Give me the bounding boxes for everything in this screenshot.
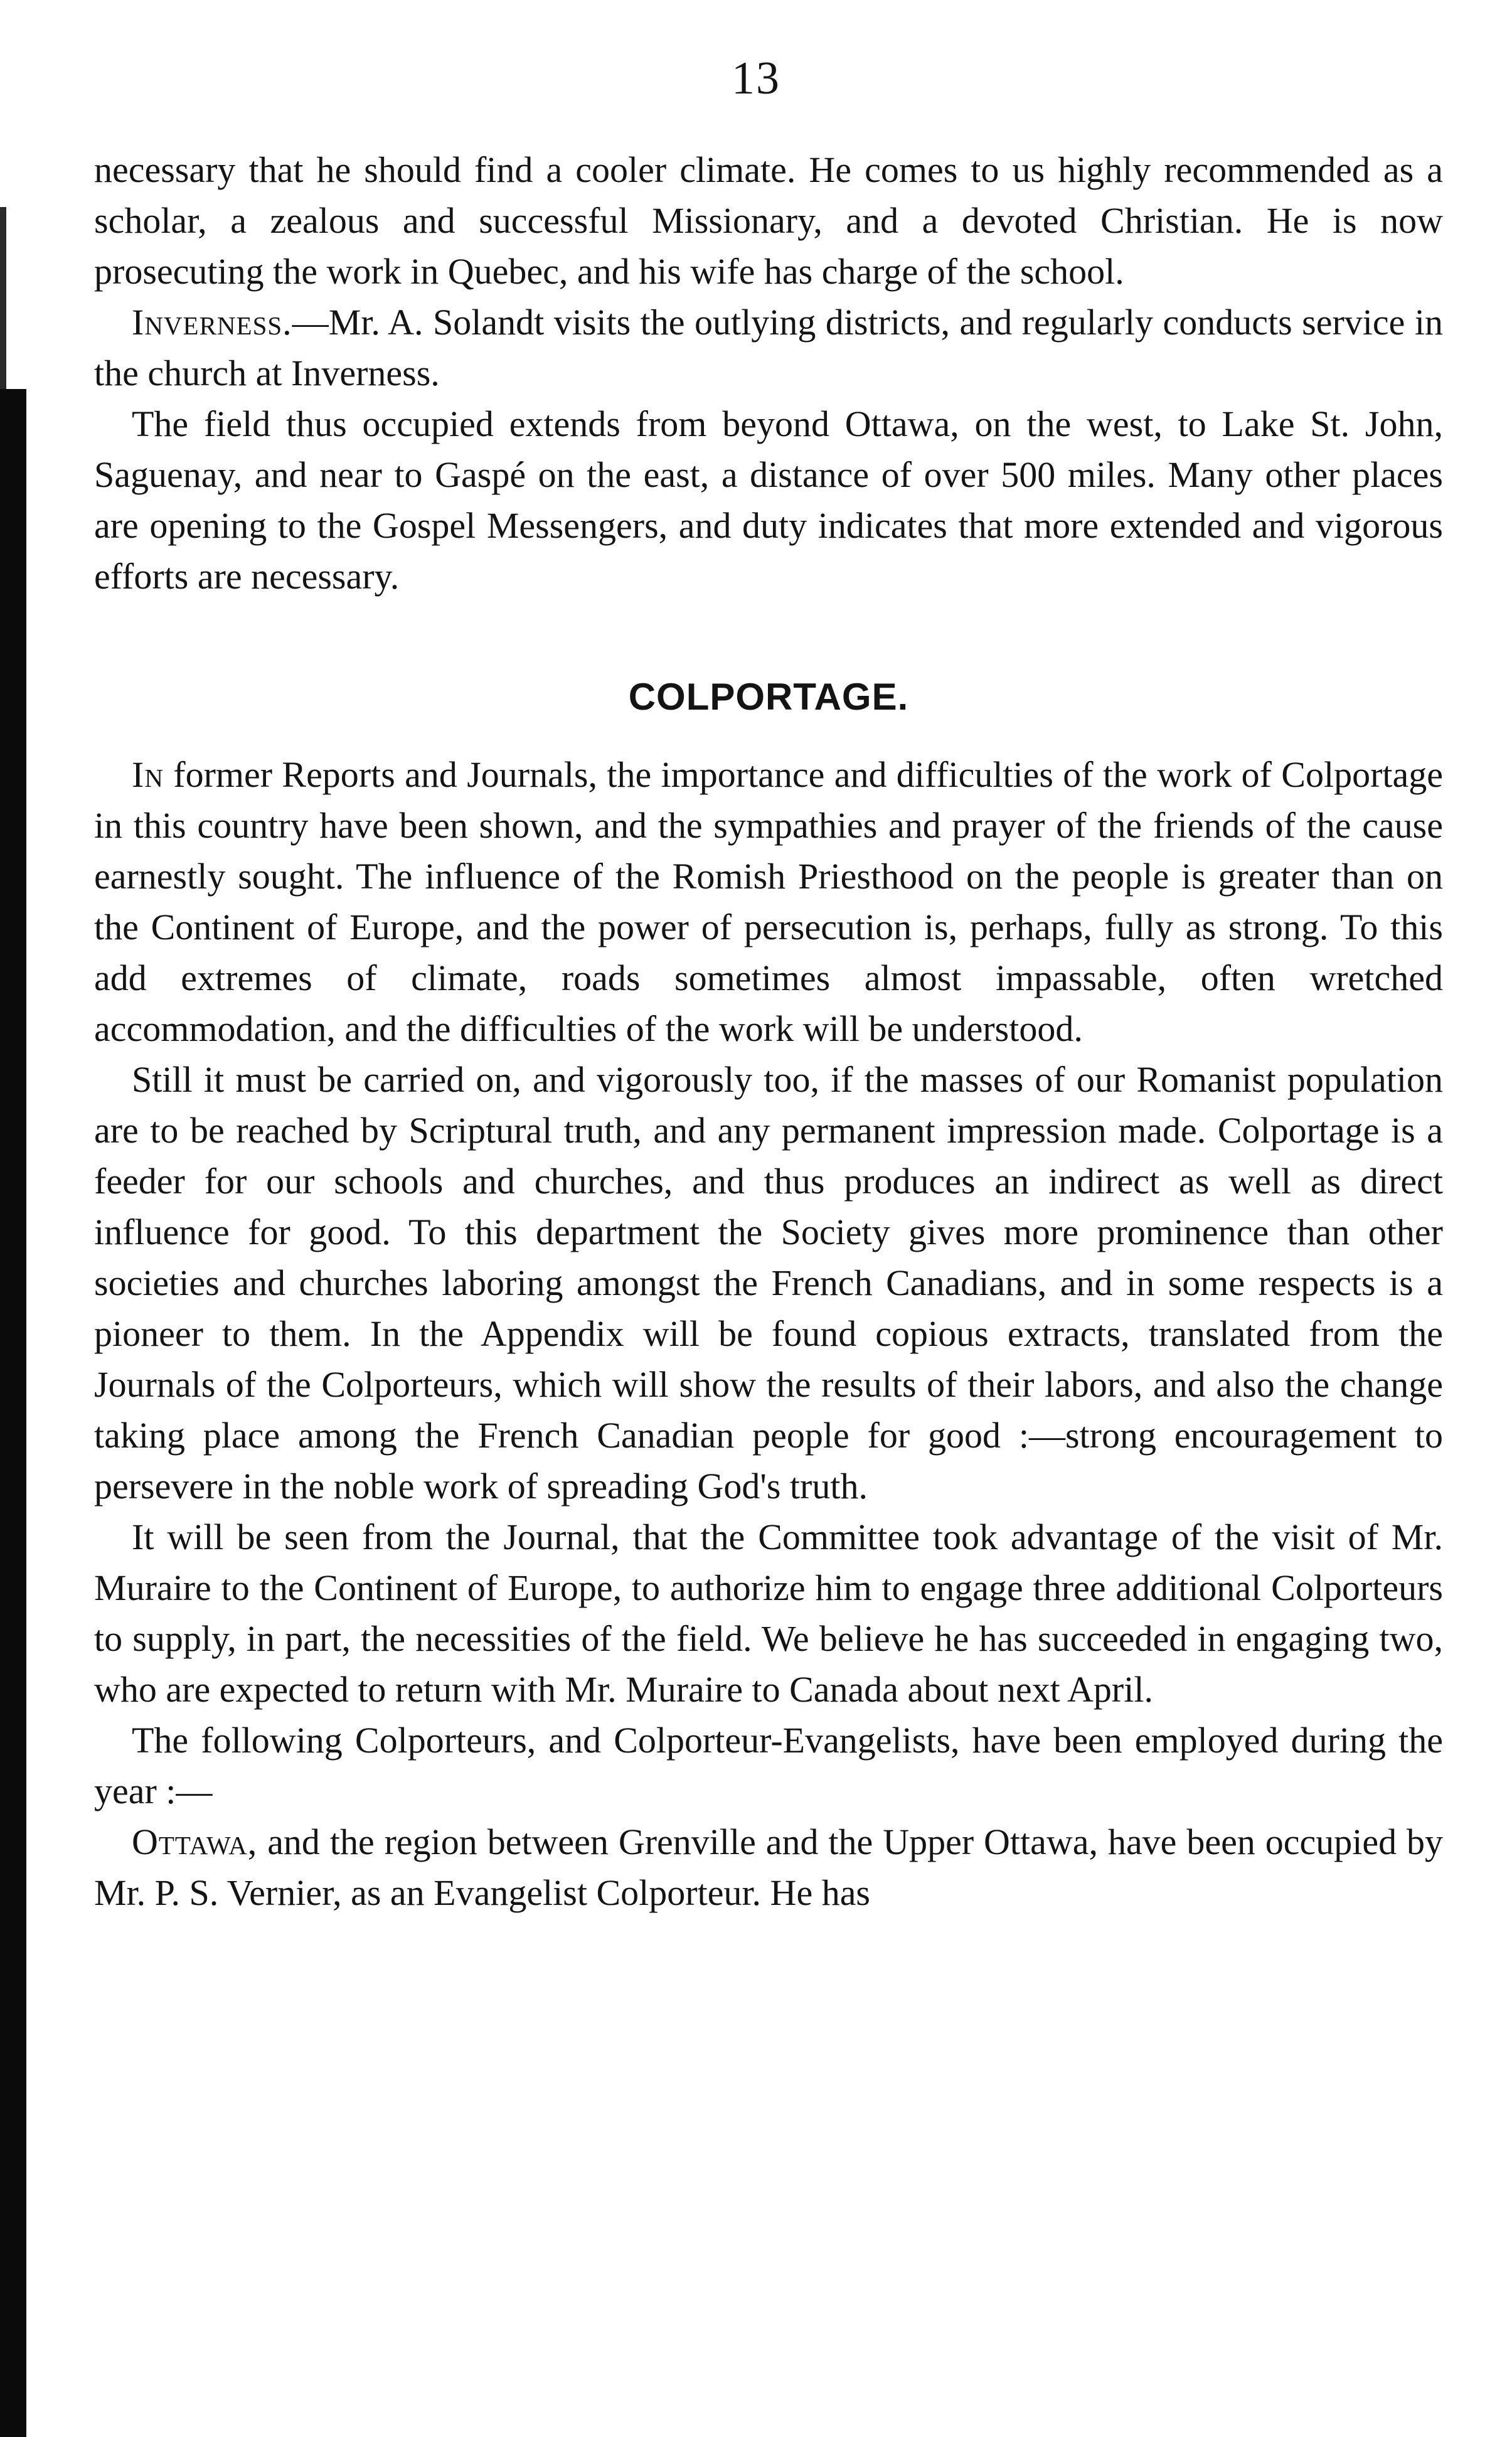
paragraph	[94, 144, 1443, 297]
page-number: 13	[732, 53, 780, 104]
paragraph-lead: In	[132, 754, 164, 795]
paragraph-text: necessary that he should find a cooler climate. He comes to us highly recommended as a scholar, a zealous and successful Missionary, and a devoted Christian. He is now prosecuting the work in Quebec, and his wife has charge of the school.	[94, 149, 1443, 292]
paragraph-text: —Mr. A. Solandt visits the outlying districts, and regularly conducts service in the church at Inverness.	[94, 302, 1443, 393]
paragraph-text: The field thus occupied extends from beyond Ottawa, on the west, to Lake St. John, Saguenay, and near to Gaspé on the east, a distance of over 500 miles. Many other places are opening to the Gospel Messengers, and duty indicates that more extended and vigorous efforts are necessary.	[94, 403, 1443, 597]
binding-edge	[0, 389, 26, 2437]
paragraph-lead: Inverness.	[132, 302, 292, 343]
paragraph-text: The following Colporteurs, and Colporteur-Evangelists, have been employed during the year :—	[94, 1720, 1443, 1811]
body-text	[94, 144, 1443, 1918]
paragraph	[94, 1512, 1443, 1715]
paragraph-text: and the region between Grenville and the Upper Ottawa, have been occupied by Mr. P. S. Vernier, as an Evangelist Colporteur. He has	[94, 1821, 1443, 1913]
paragraph-text: It will be seen from the Journal, that the Committee took advantage of the visit of Mr. Muraire to the Continent of Europe, to authorize him to engage three additional Colporteurs to supply, in part, the necessities of the field. We believe he has succeeded in engaging two, who are expected to return with Mr. Muraire to Canada about next April.	[94, 1517, 1443, 1710]
paragraph	[94, 1715, 1443, 1816]
binding-shadow	[0, 207, 6, 389]
paragraph	[94, 398, 1443, 602]
paragraph	[94, 749, 1443, 1054]
paragraph	[94, 297, 1443, 398]
paragraph-text: Still it must be carried on, and vigorously too, if the masses of our Romanist population are to be reached by Scriptural truth, and any permanent impression made. Colportage is a feeder for our schools and churches, and thus produces an indirect as well as direct influence for good. To this department the Society gives more prominence than other societies and churches laboring amongst the French Canadians, and in some respects is a pioneer to them. In the Appendix will be found copious extracts, translated from the Journals of the Colporteurs, which will show the results of their labors, and also the change taking place among the French Canadian people for good :—strong encouragement to persevere in the noble work of spreading God's truth.	[94, 1059, 1443, 1506]
section-heading: COLPORTAGE.	[628, 676, 909, 718]
paragraph-lead: Ottawa,	[132, 1821, 258, 1862]
paragraph-text: former Reports and Journals, the importance and difficulties of the work of Colportage in this country have been shown, and the sympathies and prayer of the friends of the cause earnestly sought. The influence of the Romish Priesthood on the people is greater than on the Continent of Europe, and the power of persecution is, perhaps, fully as strong. To this add extremes of climate, roads sometimes almost impassable, often wretched accommodation, and the difficulties of the work will be understood.	[94, 754, 1443, 1049]
paragraph	[94, 1816, 1443, 1918]
paragraph	[94, 1054, 1443, 1512]
